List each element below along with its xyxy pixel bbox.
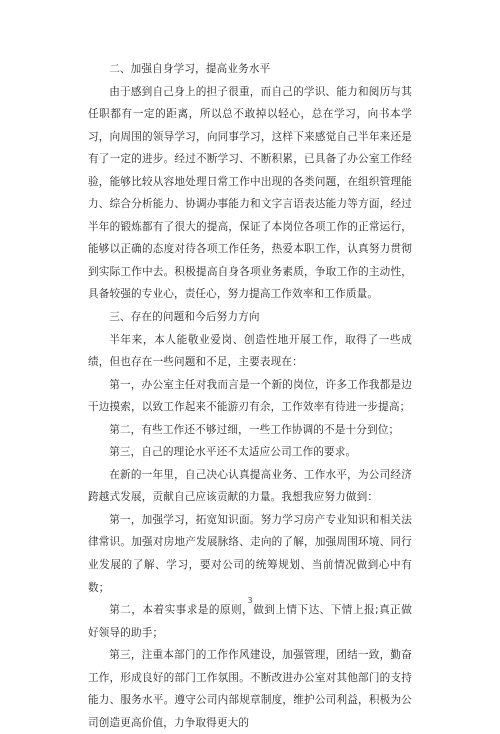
- paragraph-issue-1: 第一，办公室主任对我而言是一个新的岗位，许多工作我都是边干边摸索，以致工作起来不能游刃有余，工作效率有待进一步提高；: [88, 378, 412, 414]
- section-heading-3: 三、存在的问题和今后努力方向: [109, 311, 260, 324]
- paragraph-goal-3: 第三，注重本部门的工作作风建设，加强管理，团结一致，勤奋工作，形成良好的部门工作氛围。不断改进办公室对其他部门的支持能力、服务水平。遵守公司内部规章制度，维护公司利益，积极为公司创造更高价值，力争取得更大的: [88, 649, 412, 729]
- section-heading-2: 二、加强自身学习，提高业务水平: [109, 63, 271, 75]
- paragraph-issue-3: 第三，自己的理论水平还不太适应公司工作的要求。: [109, 446, 357, 459]
- paragraph-goal-2: 第二，本着实事求是的原则，做到上情下达、下情上报;真正做好领导的助手；: [88, 604, 412, 639]
- paragraph-goal-1: 第一，加强学习，拓宽知识面。努力学习房产专业知识和相关法律常识。加强对房地产发展脉络、走向的了解，加强周围环境、同行业发展的了解、学习，要对公司的统筹规划、当前情况做到心中有数；: [88, 513, 412, 594]
- paragraph-new-year: 在新的一年里，自己决心认真提高业务、工作水平，为公司经济跨越式发展，贡献自己应该贡献的力量。我想我应努力做到：: [88, 468, 412, 504]
- document-body: [88, 58, 412, 734]
- paragraph-summary: 半年来，本人能敬业爱岗、创造性地开展工作，取得了一些成绩，但也存在一些问题和不足，主要表现在：: [88, 333, 412, 369]
- page-number: 3: [247, 596, 253, 605]
- paragraph-issue-2: 第二，有些工作还不够过细，一些工作协调的不是十分到位；: [109, 423, 400, 436]
- paragraph-study: 由于感到自己身上的担子很重，而自己的学识、能力和阅历与其任职都有一定的距离，所以总不敢掉以轻心，总在学习，向书本学习，向周围的领导学习，向同事学习，这样下来感觉自己半年来还是有了一定的进步。经过不断学习、不断积累，已具备了办公室工作经验，能够比较从容地处理日常工作中出现的各类问题，在组织管理能力、综合分析能力、协调办事能力和文字言语表达能力等方面，经过半年的锻炼都有了很大的提高，保证了本岗位各项工作的正常运行，能够以正确的态度对待各项工作任务，热爱本职工作，认真努力贯彻到实际工作中去。积极提高自身各项业务素质，争取工作的主动性，具备较强的专业心，责任心，努力提高工作效率和工作质量。: [88, 85, 412, 301]
